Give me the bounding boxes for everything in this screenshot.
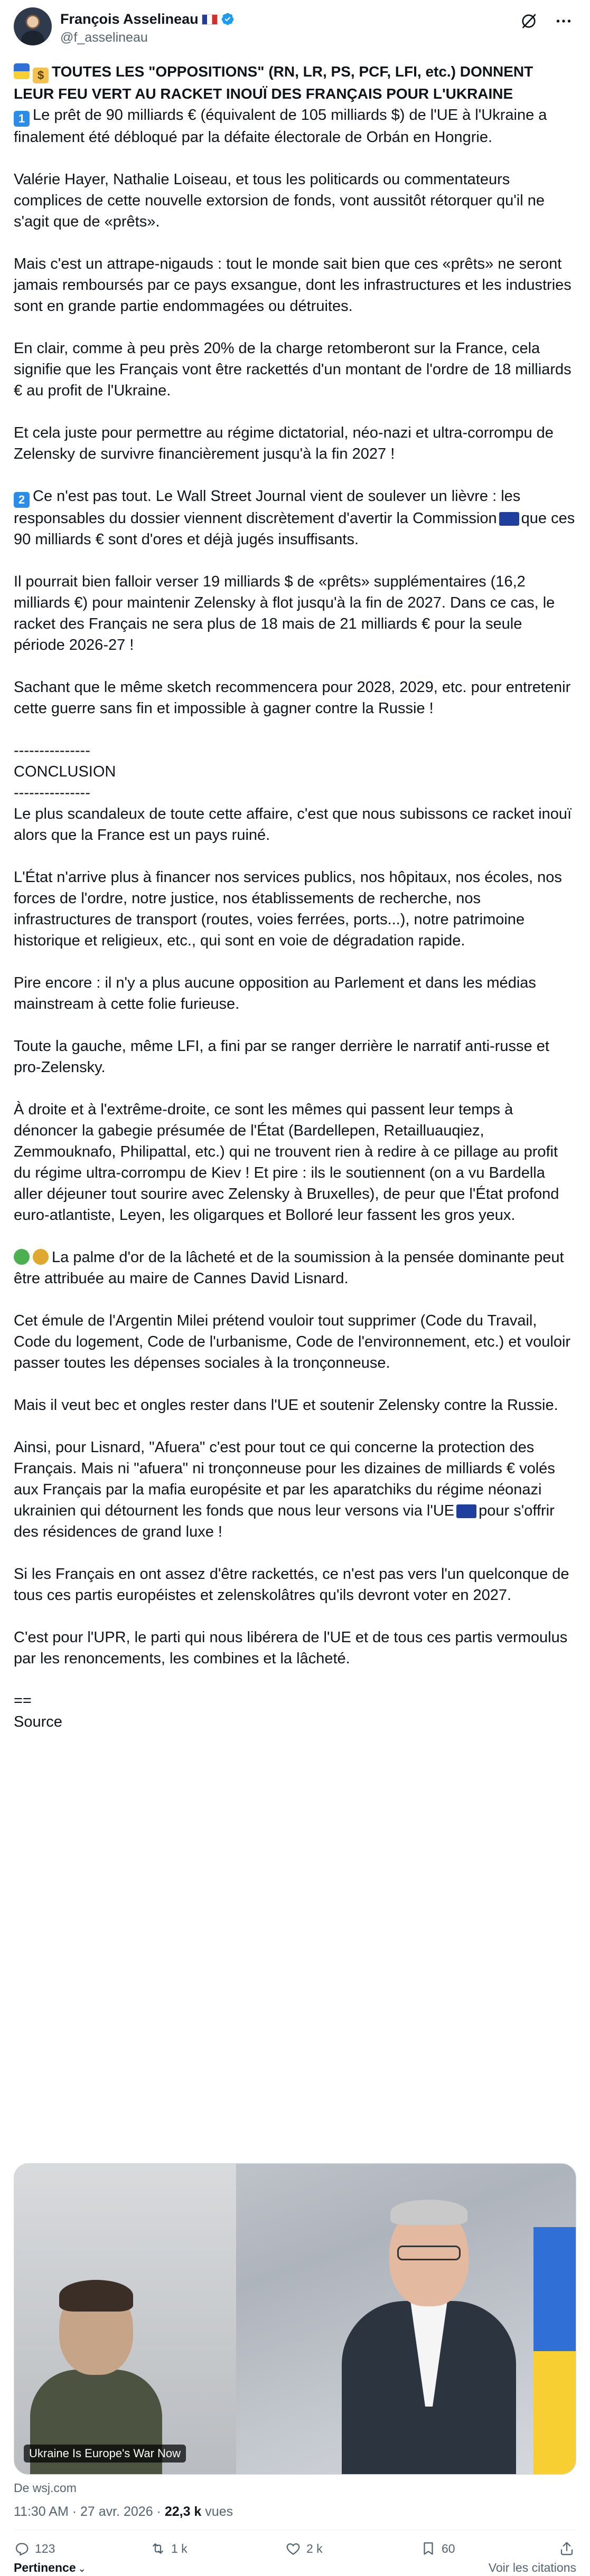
paragraph-4: En clair, comme à peu près 20% de la charge retomberont sur la France, cela signifie que les Français vont être rackettés d'un montant de l'ordre de 18 milliards € au profit de l'Ukraine. bbox=[14, 340, 572, 399]
paragraph-6-text-a: Ce n'est pas tout. Le Wall Street Journal vient de soulever un lièvre : les responsables du dossier viennent discrètement d'avertir la Commission bbox=[14, 488, 521, 527]
paragraph-7: Il pourrait bien falloir verser 19 milliards $ de «prêts» supplémentaires (16,2 milliards €) pour maintenir Zelensky à flot jusqu'à la fin de 2027. Dans ce cas, le racket des Français ne sera plus de 18 mais de 21 milliards € pour la seule période 2026-27 ! bbox=[14, 573, 555, 654]
conclusion-9-text-b: pour s'offrir des résidences de grand luxe ! bbox=[14, 1502, 555, 1540]
conclusion-11: C'est pour l'UPR, le parti qui nous libérera de l'UE et de tous ces partis vermoulus par les renoncements, les combines et la lâcheté. bbox=[14, 1629, 568, 1667]
conclusion-block bbox=[14, 740, 576, 846]
sort-label: Pertinence bbox=[14, 2561, 76, 2574]
conclusion-9-text-a: Ainsi, pour Lisnard, "Afuera" c'est pour tout ce qui concerne la protection des Français. Mais ni "afuera" ni tronçonneuse pour les dizaines de milliards € volés aux Français par la mafia europésite et par les aparatchiks du régime néonazi ukrainien qui détournent les fonds que nous leur versons via l'UE bbox=[14, 1439, 555, 1519]
verified-badge-icon bbox=[221, 12, 235, 26]
repost-button[interactable] bbox=[150, 2537, 188, 2560]
views-label: vues bbox=[201, 2504, 233, 2519]
paragraph-5: Et cela juste pour permettre au régime dictatorial, néo-nazi et ultra-corrompu de Zelensky de survivre financièrement jusqu'à la fin 2027 ! bbox=[14, 424, 554, 462]
post-title-paragraph bbox=[14, 61, 576, 105]
separator-top: --------------- bbox=[14, 742, 90, 759]
palm-tree-icon bbox=[14, 1249, 30, 1265]
money-bag-icon: $ bbox=[33, 68, 49, 83]
avatar[interactable] bbox=[14, 7, 52, 45]
separator-bottom: --------------- bbox=[14, 784, 90, 801]
like-count: 2 k bbox=[306, 2541, 323, 2555]
repost-icon bbox=[150, 2541, 166, 2556]
repost-count: 1 k bbox=[171, 2541, 188, 2555]
views-count: 22,3 k bbox=[164, 2504, 202, 2519]
paragraph-6-text-b: que ces 90 milliards € sont d'ores et déjà jugés insuffisants. bbox=[14, 510, 575, 548]
author-name-row[interactable] bbox=[60, 11, 235, 27]
timestamp[interactable]: 11:30 AM · 27 avr. 2026 · bbox=[14, 2504, 165, 2519]
conclusion-4: Toute la gauche, même LFI, a fini par se ranger derrière le narratif anti-russe et pro-Zelensky. bbox=[14, 1038, 549, 1076]
conclusion-6-text: La palme d'or de la lâcheté et de la soumission à la pensée dominante peut être attribuée au maire de Cannes David Lisnard. bbox=[14, 1249, 564, 1287]
post-title: TOUTES LES "OPPOSITIONS" (RN, LR, PS, PCF, LFI, etc.) DONNENT LEUR FEU VERT AU RACKET INOUÏ DES FRANÇAIS POUR L'UKRAINE bbox=[14, 63, 533, 102]
grok-icon[interactable] bbox=[519, 12, 538, 31]
action-bar bbox=[14, 2537, 576, 2560]
france-flag-icon bbox=[202, 14, 218, 25]
like-button[interactable] bbox=[285, 2537, 323, 2560]
conclusion-1: Le plus scandaleux de toute cette affaire, c'est que nous subissons ce racket inouï alors que la France est un pays ruiné. bbox=[14, 806, 572, 844]
paragraph-1 bbox=[14, 105, 576, 148]
chevron-down-icon: ⌄ bbox=[78, 2563, 86, 2574]
medal-icon bbox=[33, 1249, 49, 1265]
link-card-image[interactable] bbox=[14, 2163, 576, 2475]
replies-header bbox=[14, 2560, 576, 2575]
link-card-title: Ukraine Is Europe's War Now bbox=[24, 2445, 186, 2463]
eu-flag-icon bbox=[499, 512, 519, 526]
paragraph-1-text: Le prêt de 90 milliards € (équivalent de 105 milliards $) de l'UE à l'Ukraine a finalement été débloqué par la défaite électorale de Orbán en Hongrie. bbox=[14, 107, 547, 146]
share-icon bbox=[559, 2541, 575, 2556]
conclusion-5: À droite et à l'extrême-droite, ce sont les mêmes qui passent leur temps à dénoncer la gabegie présumée de l'État (Bardellepen, Retailluauqiez, Zemmouknafo, Philipattal, etc.) qui ne trouvent rien à redire à ce pillage au profit du régime ultra-corrompu de Kiev ! Et pire : ils le soutiennent (on a vu Bardella aller déjeuner tout sourire avec Zelensky à Bruxelles), de peur que l'État profond euro-atlantiste, Leyen, les oligarques et Bolloré leur fassent les gros yeux. bbox=[14, 1101, 559, 1224]
eu-flag-icon bbox=[456, 1504, 476, 1518]
conclusion-9 bbox=[14, 1437, 576, 1542]
paragraph-6 bbox=[14, 486, 576, 550]
tweet-text bbox=[14, 61, 576, 1754]
source-label: Source bbox=[14, 1713, 62, 1730]
ukraine-flag-icon bbox=[14, 63, 30, 79]
conclusion-10: Si les Français en ont assez d'être rackettés, ce n'est pas vers l'un quelconque de tous ces partis européistes et zelenskolâtres qu'ils devront voter en 2027. bbox=[14, 1566, 569, 1604]
source-block bbox=[14, 1690, 576, 1732]
share-button[interactable] bbox=[559, 2537, 580, 2560]
bookmark-icon bbox=[420, 2541, 436, 2556]
author-name[interactable]: François Asselineau bbox=[60, 11, 199, 27]
sort-dropdown[interactable] bbox=[14, 2560, 86, 2576]
photo-person-right bbox=[342, 2195, 516, 2475]
conclusion-8: Mais il veut bec et ongles rester dans l'UE et soutenir Zelensky contre la Russie. bbox=[14, 1397, 558, 1414]
tweet-header bbox=[14, 7, 576, 50]
more-options-icon[interactable] bbox=[554, 12, 573, 31]
paragraph-8: Sachant que le même sketch recommencera pour 2028, 2029, etc. pour entretenir cette guerre sans fin et impossible à gagner contre la Russie ! bbox=[14, 679, 571, 717]
bookmark-count: 60 bbox=[442, 2541, 455, 2555]
bookmark-button[interactable] bbox=[420, 2537, 455, 2560]
photo-flag bbox=[533, 2227, 576, 2475]
heart-icon bbox=[285, 2541, 301, 2556]
reply-count: 123 bbox=[35, 2541, 55, 2555]
reply-button[interactable] bbox=[14, 2537, 55, 2560]
tweet-meta bbox=[14, 2504, 233, 2520]
keycap-1-icon: 1 bbox=[14, 111, 30, 127]
keycap-2-icon: 2 bbox=[14, 492, 30, 508]
conclusion-6 bbox=[14, 1247, 576, 1289]
equals-separator: == bbox=[14, 1692, 32, 1709]
view-quotes-link[interactable]: Voir les citations bbox=[488, 2561, 576, 2574]
conclusion-heading: CONCLUSION bbox=[14, 763, 116, 780]
conclusion-7: Cet émule de l'Argentin Milei prétend vouloir tout supprimer (Code du Travail, Code du logement, Code de l'urbanisme, Code de l'environnement, etc.) et vouloir passer toutes les dépenses sociales à la tronçonneuse. bbox=[14, 1312, 571, 1371]
reply-icon bbox=[14, 2541, 30, 2556]
conclusion-2: L'État n'arrive plus à financer nos services publics, nos hôpitaux, nos écoles, nos forces de l'ordre, notre justice, nos établissements de recherche, nos infrastructures de transport (routes, voies ferrées, ports...), notre patrimoine historique et religieux, etc., qui sont en voie de dégradation rapide. bbox=[14, 869, 562, 949]
link-card-domain[interactable]: De wsj.com bbox=[14, 2481, 77, 2495]
paragraph-3: Mais c'est un attrape-nigauds : tout le monde sait bien que ces «prêts» ne seront jamais remboursés par ce pays exsangue, dont les infrastructures et les industries sont en grande partie endommagées ou détruites. bbox=[14, 255, 572, 315]
paragraph-2: Valérie Hayer, Nathalie Loiseau, et tous les politicards ou commentateurs complices de cette nouvelle extorsion de fonds, vont aussitôt rétorquer qu'il ne s'agit que de «prêts». bbox=[14, 171, 545, 230]
conclusion-3: Pire encore : il n'y a plus aucune opposition au Parlement et dans les médias mainstream à cette folie furieuse. bbox=[14, 974, 536, 1012]
author-handle[interactable]: @f_asselineau bbox=[60, 30, 148, 45]
